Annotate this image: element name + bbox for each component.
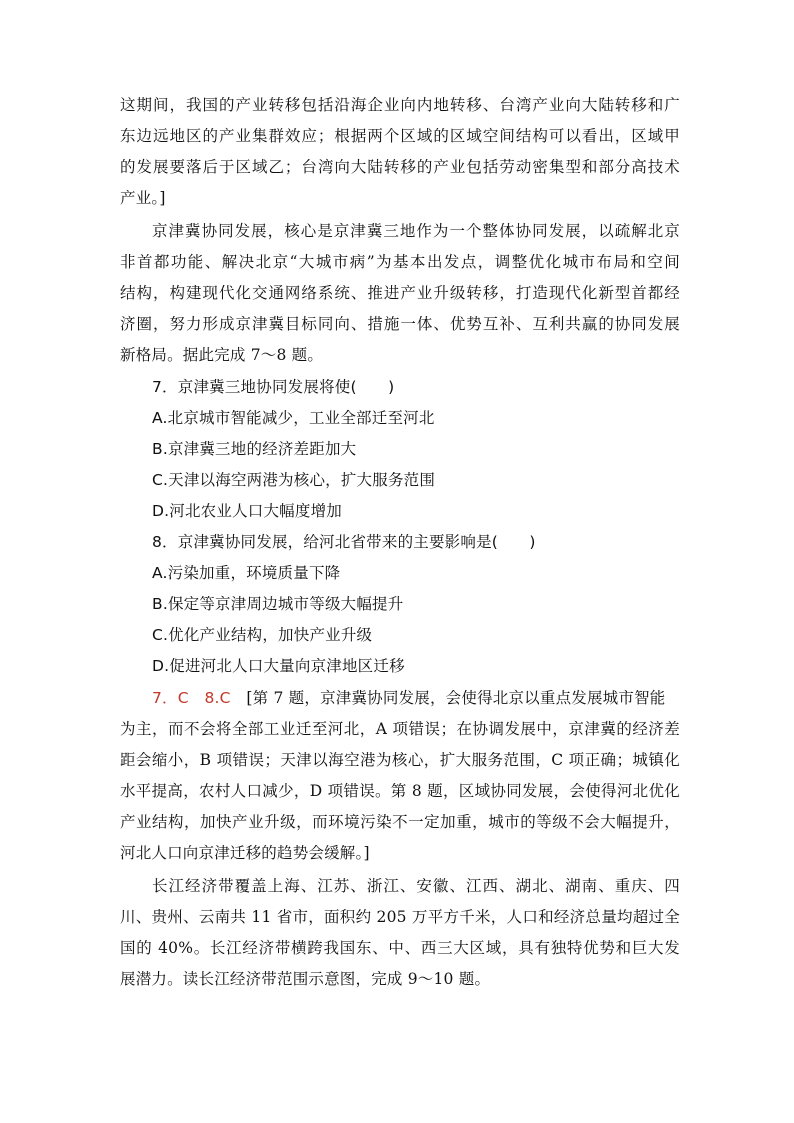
passage-line: 京津冀协同发展，核心是京津冀三地作为一个整体协同发展，以疏解北京: [152, 222, 680, 240]
question-7-option-c: C.天津以海空两港为核心，扩大服务范围: [152, 471, 436, 489]
passage-line: 展潜力。读长江经济带范围示意图，完成 9～10 题。: [120, 970, 491, 988]
question-7-option-b: B.京津冀三地的经济差距加大: [152, 440, 357, 458]
passage-line: 川、贵州、云南共 11 省市，面积约 205 万平方千米，人口和经济总量均超过全: [120, 908, 680, 926]
passage-line: 济圈，努力形成京津冀目标同向、措施一体、优势互补、互利共赢的协同发展: [120, 315, 680, 333]
passage-line: 长江经济带覆盖上海、江苏、浙江、安徽、江西、湖北、湖南、重庆、四: [152, 877, 680, 895]
question-8-stem: 8．京津冀协同发展，给河北省带来的主要影响是( ): [152, 533, 536, 551]
prev-explanation-line: 这期间，我国的产业转移包括沿海企业向内地转移、台湾产业向大陆转移和广: [120, 96, 680, 114]
question-8-option-d: D.促进河北人口大量向京津地区迁移: [152, 657, 405, 675]
passage-line: 新格局。据此完成 7～8 题。: [120, 346, 324, 364]
explanation-line: 河北人口向京津迁移的趋势会缓解。]: [120, 844, 370, 862]
explanation-line: 产业结构，加快产业升级，而环境污染不一定加重，城市的等级不会大幅提升，: [120, 813, 680, 831]
explanation-text: [第 7 题，京津冀协同发展，会使得北京以重点发展城市智能: [246, 689, 666, 707]
answer-key: 7．C 8.C: [152, 689, 231, 707]
answer-line: [152, 683, 680, 714]
question-8-option-a: A.污染加重，环境质量下降: [152, 564, 341, 582]
passage-line: 结构，构建现代化交通网络系统、推进产业升级转移，打造现代化新型首都经: [120, 284, 680, 302]
explanation-line: 为主，而不会将全部工业迁至河北，A 项错误；在协调发展中，京津冀的经济差: [120, 720, 680, 738]
prev-explanation-line: 产业。]: [120, 189, 166, 207]
prev-explanation-line: 的发展要落后于区域乙；台湾向大陆转移的产业包括劳动密集型和部分高技术: [120, 158, 680, 176]
explanation-line: 距会缩小，B 项错误；天津以海空港为核心，扩大服务范围，C 项正确；城镇化: [120, 751, 680, 769]
passage-line: 国的 40%。长江经济带横跨我国东、中、西三大区域，具有独特优势和巨大发: [120, 939, 680, 957]
question-8-option-b: B.保定等京津周边城市等级大幅提升: [152, 595, 404, 613]
question-8-option-c: C.优化产业结构，加快产业升级: [152, 626, 373, 644]
prev-explanation-line: 东边远地区的产业集群效应；根据两个区域的区域空间结构可以看出，区域甲: [120, 127, 680, 145]
explanation-line: 水平提高，农村人口减少，D 项错误。第 8 题，区域协同发展，会使得河北优化: [120, 782, 680, 800]
passage-line: 非首都功能、解决北京“大城市病”为基本出发点，调整优化城市布局和空间: [120, 253, 680, 271]
question-7-option-d: D.河北农业人口大幅度增加: [152, 502, 342, 520]
question-7-option-a: A.北京城市智能减少，工业全部迁至河北: [152, 409, 435, 427]
question-7-stem: 7．京津冀三地协同发展将使( ): [152, 378, 395, 396]
